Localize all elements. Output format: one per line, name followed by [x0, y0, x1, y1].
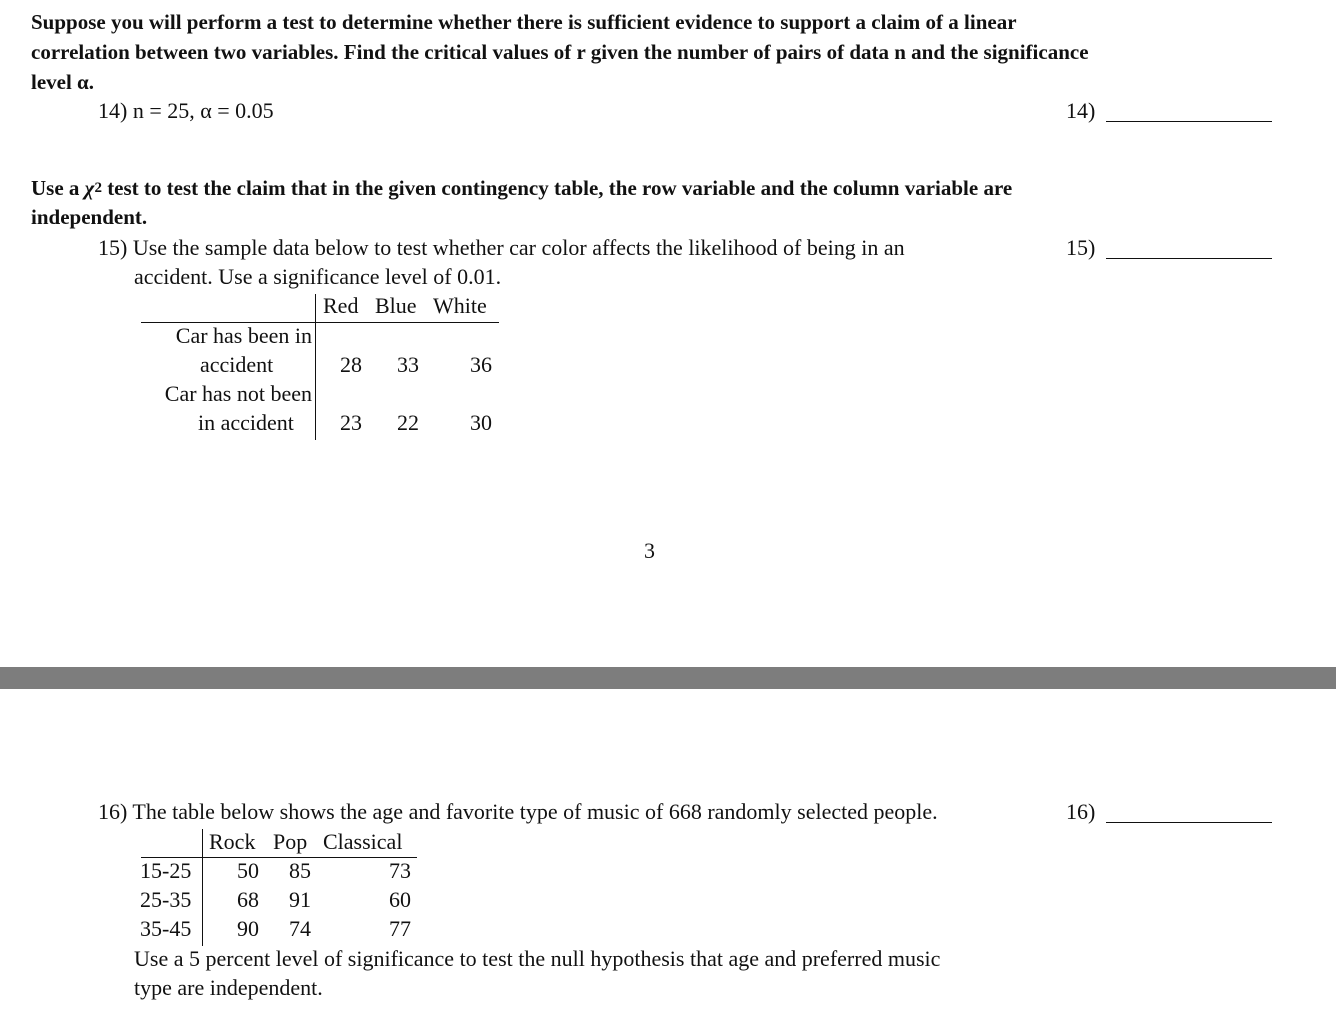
table-16-cell: 85 — [289, 858, 311, 883]
answer-label-14: 14) — [1066, 98, 1096, 123]
table-16-header-rock: Rock — [209, 829, 256, 854]
table-16-cell: 73 — [389, 858, 411, 883]
instructions-2-line-2: independent. — [31, 205, 148, 229]
table-15-header-white: White — [433, 293, 487, 318]
table-15-cell: 23 — [340, 410, 362, 435]
table-15-cell: 22 — [397, 410, 419, 435]
answer-label-16: 16) — [1066, 799, 1096, 824]
table-15-cell: 33 — [397, 352, 419, 377]
table-15-cell: 36 — [470, 352, 492, 377]
instructions-line-1: Suppose you will perform a test to determine whether there is sufficient evidence to support a claim of a linear — [31, 10, 1017, 34]
table-16-cell: 91 — [289, 887, 311, 912]
table-15-header-red: Red — [323, 293, 359, 318]
answer-line-15[interactable] — [1106, 258, 1272, 259]
answer-label-15: 15) — [1066, 235, 1096, 260]
question-16-footer-line-2: type are independent. — [134, 975, 323, 1000]
table-15-row-1-label-2: accident — [200, 352, 274, 377]
table-16-row-label: 35-45 — [140, 916, 192, 941]
table-16-cell: 50 — [237, 858, 259, 883]
table-16-row-label: 25-35 — [140, 887, 192, 912]
table-16-cell: 77 — [389, 916, 411, 941]
table-16-cell: 74 — [289, 916, 311, 941]
question-15-line-2: accident. Use a significance level of 0.01. — [134, 264, 502, 289]
table-16-cell: 60 — [389, 887, 411, 912]
table-16-vertical-rule — [202, 829, 203, 946]
table-16-header-pop: Pop — [273, 829, 308, 854]
table-16-cell: 68 — [237, 887, 259, 912]
table-16-cell: 90 — [237, 916, 259, 941]
page-number: 3 — [644, 538, 655, 563]
answer-line-14[interactable] — [1106, 121, 1272, 122]
table-16-row-label: 15-25 — [140, 858, 192, 883]
table-15-row-2-label-2: in accident — [198, 410, 294, 435]
table-15-cell: 28 — [340, 352, 362, 377]
question-16-line-1: 16) The table below shows the age and favorite type of music of 668 randomly selected people. — [98, 799, 938, 824]
page-separator — [0, 667, 1336, 689]
table-15-row-2-label-1: Car has not been — [164, 381, 312, 406]
answer-line-16[interactable] — [1106, 822, 1272, 823]
question-15-line-1: 15) Use the sample data below to test whether car color affects the likelihood of being in an — [98, 235, 905, 260]
instructions-line-2: correlation between two variables. Find the critical values of r given the number of pairs of data n and the significance — [31, 40, 1089, 64]
question-16-footer-line-1: Use a 5 percent level of significance to test the null hypothesis that age and preferred music — [134, 946, 941, 971]
instructions-line-3: level α. — [31, 70, 95, 94]
question-14: 14) n = 25, α = 0.05 — [98, 98, 274, 123]
table-16-header-classical: Classical — [323, 829, 403, 854]
table-15-row-1-label-1: Car has been in — [175, 323, 312, 348]
table-15-vertical-rule — [315, 294, 316, 440]
table-15-header-blue: Blue — [375, 293, 417, 318]
instructions-2-line-1: Use a $\chi^2$ test to test the claim that in the given contingency table, the row variable and the column variable are — [31, 176, 1013, 200]
table-15-cell: 30 — [470, 410, 492, 435]
